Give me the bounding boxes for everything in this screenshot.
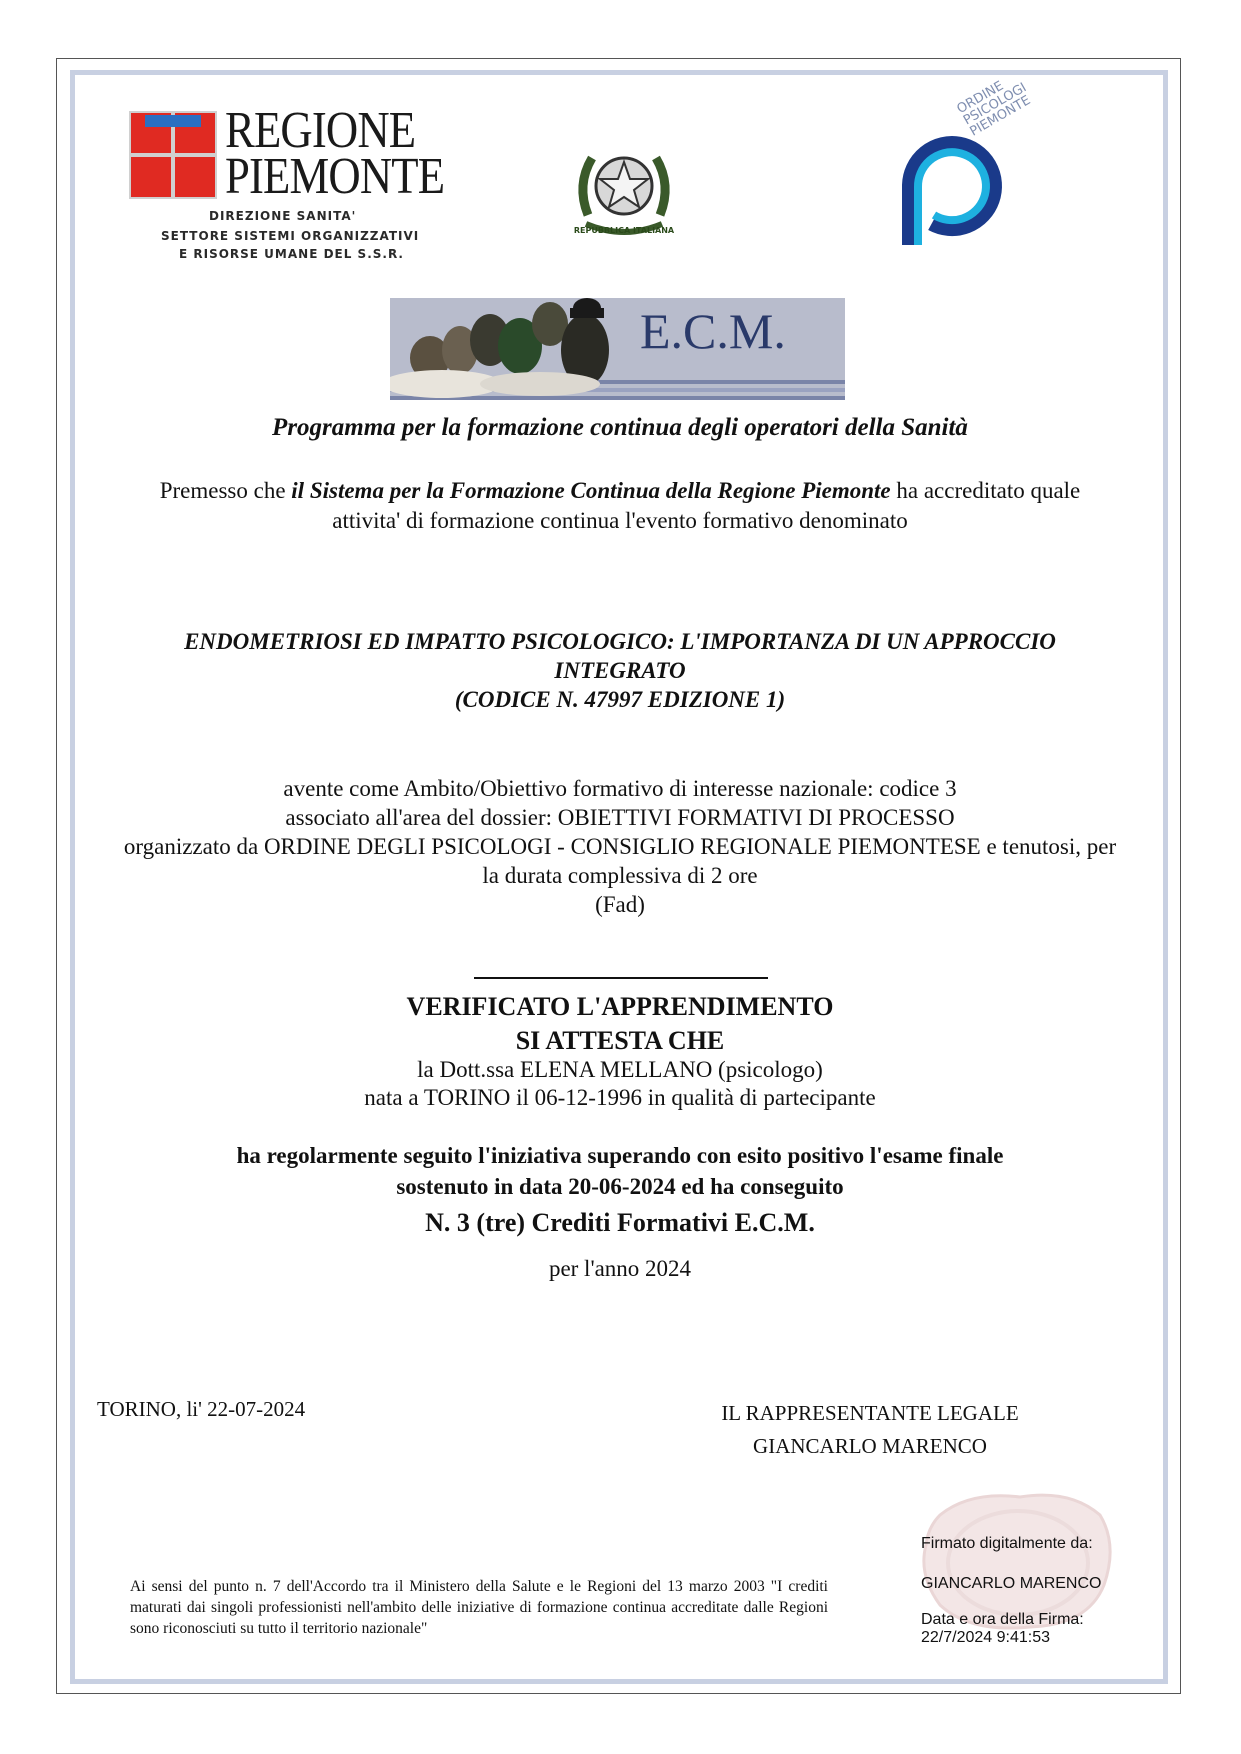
regione-logo-line1: REGIONE bbox=[225, 102, 416, 159]
participant-birth: nata a TORINO il 06-12-1996 in qualità di partecipante bbox=[364, 1085, 876, 1110]
regione-logo-sub1: DIREZIONE SANITA' bbox=[209, 209, 357, 223]
details-line4: (Fad) bbox=[595, 892, 645, 917]
details-line1: avente come Ambito/Obiettivo formativo di interesse nazionale: codice 3 bbox=[283, 776, 957, 801]
premise-paragraph bbox=[140, 476, 1100, 536]
ordine-psicologi-logo bbox=[870, 78, 1045, 270]
piemonte-flag-icon bbox=[129, 111, 217, 199]
verified-line2: SI ATTESTA CHE bbox=[515, 1026, 725, 1055]
course-block bbox=[120, 627, 1120, 714]
premise-text-c: ha accreditato quale attivita' di formazione continua l'evento formativo denominato bbox=[332, 478, 1081, 533]
credits-year: per l'anno 2024 bbox=[548, 1256, 692, 1281]
italian-republic-emblem-icon bbox=[568, 130, 680, 242]
digital-signature-block bbox=[921, 1535, 1141, 1647]
sig-name: GIANCARLO MARENCO bbox=[921, 1575, 1102, 1592]
emblem-text: REPUBBLICA ITALIANA bbox=[573, 226, 675, 235]
result-statement bbox=[120, 1140, 1120, 1202]
signer-title: IL RAPPRESENTANTE LEGALE bbox=[721, 1401, 1019, 1425]
ecm-banner bbox=[390, 280, 845, 407]
legal-footnote: Ai sensi del punto n. 7 dell'Accordo tra il Ministero della Salute e le Regioni del 13 marzo 2003 "I crediti maturati dai singoli professionisti nell'ambito delle iniziative di formazione continua accreditate dalle Regioni sono riconosciuti su tutto il territorio nazionale" bbox=[130, 1578, 828, 1637]
program-subtitle: Programma per la formazione continua degli operatori della Sanità bbox=[272, 414, 968, 441]
sig-date: 22/7/2024 9:41:53 bbox=[921, 1629, 1051, 1646]
credits-awarded: N. 3 (tre) Crediti Formativi E.C.M. bbox=[425, 1208, 815, 1237]
course-title: ENDOMETRIOSI ED IMPATTO PSICOLOGICO: L'IMPORTANZA DI UN APPROCCIO INTEGRATO bbox=[184, 629, 1056, 683]
event-details bbox=[120, 774, 1120, 919]
legal-representative bbox=[680, 1397, 1060, 1463]
regione-logo-sub2: SETTORE SISTEMI ORGANIZZATIVI bbox=[161, 229, 420, 243]
result-line2: sostenuto in data 20-06-2024 ed ha conseguito bbox=[396, 1174, 844, 1199]
premise-text-a: Premesso che bbox=[159, 478, 292, 503]
details-line2: associato all'area del dossier: OBIETTIVI FORMATIVI DI PROCESSO bbox=[285, 805, 955, 830]
participant-info bbox=[120, 1056, 1120, 1112]
sig-label: Firmato digitalmente da: bbox=[921, 1535, 1093, 1552]
ordine-logo-text: ORDINE PSICOLOGI PIEMONTE bbox=[954, 78, 1034, 140]
regione-logo-line2: PIEMONTE bbox=[225, 148, 445, 205]
ecm-text: E.C.M. bbox=[640, 303, 786, 359]
details-line3: organizzato da ORDINE DEGLI PSICOLOGI - CONSIGLIO REGIONALE PIEMONTESE e tenutosi, per la durata complessiva di 2 ore bbox=[123, 834, 1117, 888]
course-code: (CODICE N. 47997 EDIZIONE 1) bbox=[454, 687, 786, 712]
premise-text-b: il Sistema per la Formazione Continua della Regione Piemonte bbox=[291, 478, 891, 503]
result-line1: ha regolarmente seguito l'iniziativa superando con esito positivo l'esame finale bbox=[236, 1143, 1004, 1168]
regione-piemonte-logo bbox=[125, 102, 475, 265]
place-and-date: TORINO, li' 22-07-2024 bbox=[97, 1397, 306, 1421]
divider-line bbox=[474, 977, 768, 979]
sig-date-label: Data e ora della Firma: bbox=[921, 1611, 1084, 1628]
participant-name: la Dott.ssa ELENA MELLANO (psicologo) bbox=[417, 1057, 823, 1082]
regione-logo-sub3: E RISORSE UMANE DEL S.S.R. bbox=[179, 247, 404, 261]
verification-heading bbox=[120, 990, 1120, 1058]
signer-name: GIANCARLO MARENCO bbox=[753, 1434, 987, 1458]
verified-line1: VERIFICATO L'APPRENDIMENTO bbox=[406, 992, 834, 1021]
